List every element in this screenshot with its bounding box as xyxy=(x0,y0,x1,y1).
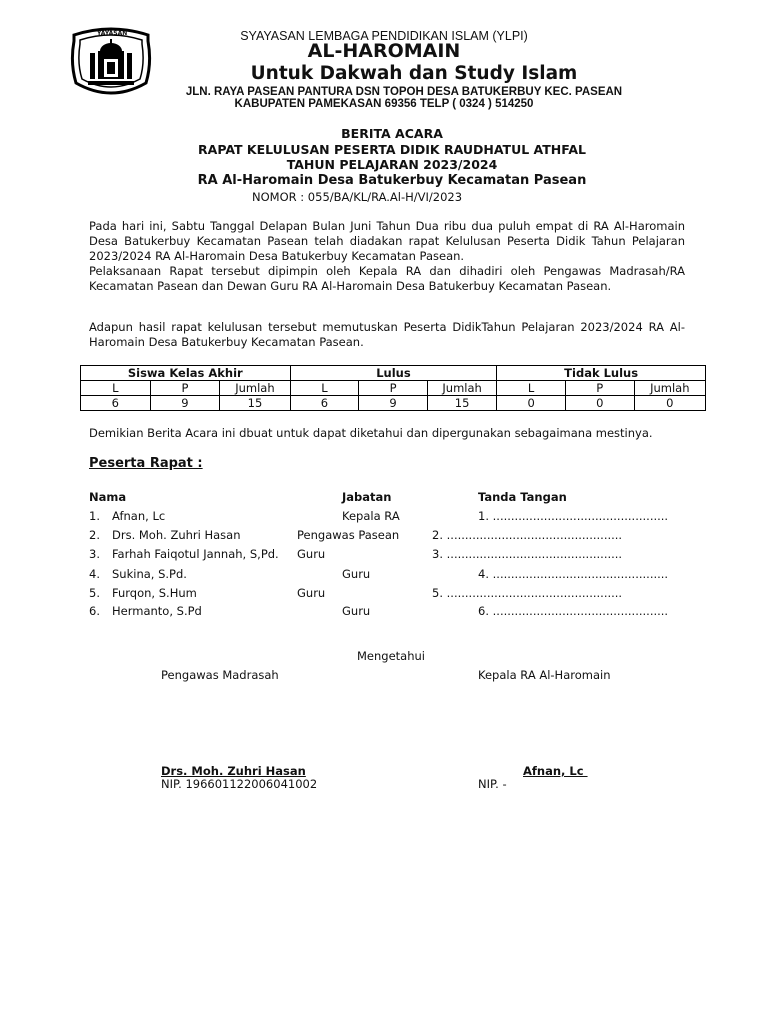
doc-title: BERITA ACARA xyxy=(341,126,443,141)
row-number: 5. xyxy=(89,586,100,600)
row-signature-line: 2. ................................................ xyxy=(432,528,623,542)
row-jabatan: Guru xyxy=(297,586,326,600)
row-jabatan: Guru xyxy=(342,567,371,581)
paragraph-pelaksanaan: Pelaksanaan Rapat tersebut dipimpin oleh Kepala RA dan dihadiri oleh Pengawas Madrasah/RA Kecamatan Pasean dan Dewan Guru RA Al-Haromain Desa Batukerbuy Kecamatan Pasean. xyxy=(89,264,685,293)
table-subheader: P xyxy=(565,381,634,396)
closing-text: Demikian Berita Acara ini dbuat untuk dapat diketahui dan dipergunakan sebagaimana mestinya. xyxy=(89,426,653,440)
peserta-heading: Peserta Rapat : xyxy=(89,456,203,471)
left-signer-nip: NIP. 196601122006041002 xyxy=(161,777,318,791)
row-name: Sukina, S.Pd. xyxy=(112,567,187,581)
left-signer-name: Drs. Moh. Zuhri Hasan xyxy=(161,764,306,778)
table-cell: 9 xyxy=(150,396,220,411)
table-subheader-row xyxy=(81,381,706,396)
row-jabatan: Pengawas Pasean xyxy=(297,528,400,542)
table-subheader: Jumlah xyxy=(427,381,496,396)
result-table xyxy=(80,365,706,411)
row-name: Hermanto, S.Pd xyxy=(112,604,202,618)
row-jabatan: Guru xyxy=(342,604,371,618)
doc-year: TAHUN PELAJARAN 2023/2024 xyxy=(286,157,498,172)
table-subheader: L xyxy=(497,381,566,396)
list-item xyxy=(89,509,166,523)
header-address-line1: JLN. RAYA PASEAN PANTURA DSN TOPOH DESA BATUKERBUY KEC. PASEAN xyxy=(185,86,623,98)
doc-number: NOMOR : 055/BA/KL/RA.Al-H/VI/2023 xyxy=(252,190,463,204)
table-cell: 15 xyxy=(427,396,496,411)
header-name: AL-HAROMAIN xyxy=(307,40,461,62)
row-number: 3. xyxy=(89,547,100,561)
row-number: 1. xyxy=(89,509,100,523)
logo-text: YAYASAN xyxy=(97,30,128,37)
row-signature-line: 3. ................................................ xyxy=(432,547,623,561)
list-item xyxy=(89,604,202,618)
row-name: Drs. Moh. Zuhri Hasan xyxy=(112,528,241,542)
row-number: 2. xyxy=(89,528,100,542)
table-subheader: L xyxy=(81,381,151,396)
col-nama: Nama xyxy=(89,490,127,504)
list-item xyxy=(89,567,187,581)
table-cell: 0 xyxy=(634,396,705,411)
table-cell: 9 xyxy=(359,396,428,411)
row-signature-line: 6. ................................................ xyxy=(478,604,669,618)
table-subheader: Jumlah xyxy=(634,381,705,396)
row-jabatan: Guru xyxy=(297,547,326,561)
paragraph-result: Adapun hasil rapat kelulusan tersebut memutuskan Peserta DidikTahun Pelajaran 2023/2024 RA Al-Haromain Desa Batukerbuy Kecamatan Pasean. xyxy=(89,320,685,349)
row-signature-line: 1. ................................................ xyxy=(478,509,669,523)
row-name: Farhah Faiqotul Jannah, S,Pd. xyxy=(112,547,279,561)
table-cell: 6 xyxy=(290,396,359,411)
table-subheader: L xyxy=(290,381,359,396)
row-number: 6. xyxy=(89,604,100,618)
table-group-header: Lulus xyxy=(290,366,497,381)
doc-subtitle: RAPAT KELULUSAN PESERTA DIDIK RAUDHATUL ATHFAL xyxy=(198,142,586,157)
list-item xyxy=(89,528,241,542)
row-signature-line: 5. ................................................ xyxy=(432,586,623,600)
col-tanda-tangan: Tanda Tangan xyxy=(478,490,567,504)
header-yayasan: SYAYASAN LEMBAGA PENDIDIKAN ISLAM (YLPI) xyxy=(240,29,528,43)
mengetahui-label: Mengetahui xyxy=(357,649,425,663)
table-subheader: Jumlah xyxy=(220,381,290,396)
paragraph-opening xyxy=(89,219,685,294)
table-group-header: Siswa Kelas Akhir xyxy=(81,366,291,381)
table-subheader: P xyxy=(150,381,220,396)
row-name: Afnan, Lc xyxy=(112,509,166,523)
table-cell: 0 xyxy=(497,396,566,411)
right-signer-nip: NIP. - xyxy=(478,777,507,791)
doc-institution: RA Al-Haromain Desa Batukerbuy Kecamatan Pasean xyxy=(197,173,587,188)
right-signer-name: Afnan, Lc xyxy=(523,764,588,778)
right-signer-role: Kepala RA Al-Haromain xyxy=(478,668,611,682)
row-signature-line: 4. ................................................ xyxy=(478,567,669,581)
col-jabatan: Jabatan xyxy=(342,490,392,504)
header-motto: Untuk Dakwah dan Study Islam xyxy=(250,63,578,84)
table-group-row xyxy=(81,366,706,381)
list-item xyxy=(89,586,197,600)
table-group-header: Tidak Lulus xyxy=(497,366,706,381)
table-cell: 0 xyxy=(565,396,634,411)
list-item xyxy=(89,547,279,561)
left-signer-role: Pengawas Madrasah xyxy=(161,668,279,682)
row-jabatan: Kepala RA xyxy=(342,509,400,523)
table-row xyxy=(81,396,706,411)
paragraph-opening-text: Pada hari ini, Sabtu Tanggal Delapan Bulan Juni Tahun Dua ribu dua puluh empat di RA Al-Haromain Desa Batukerbuy Kecamatan Pasean telah diadakan rapat Kelulusan Peserta Didik Tahun Pelajaran 2023/2024 RA Al-Haromain Desa Batukerbuy Kecamatan Pasean. xyxy=(89,219,685,263)
table-cell: 6 xyxy=(81,396,151,411)
table-subheader: P xyxy=(359,381,428,396)
table-cell: 15 xyxy=(220,396,290,411)
header-address-line2: KABUPATEN PAMEKASAN 69356 TELP ( 0324 ) 514250 xyxy=(234,98,534,110)
row-name: Furqon, S.Hum xyxy=(112,586,197,600)
row-number: 4. xyxy=(89,567,100,581)
